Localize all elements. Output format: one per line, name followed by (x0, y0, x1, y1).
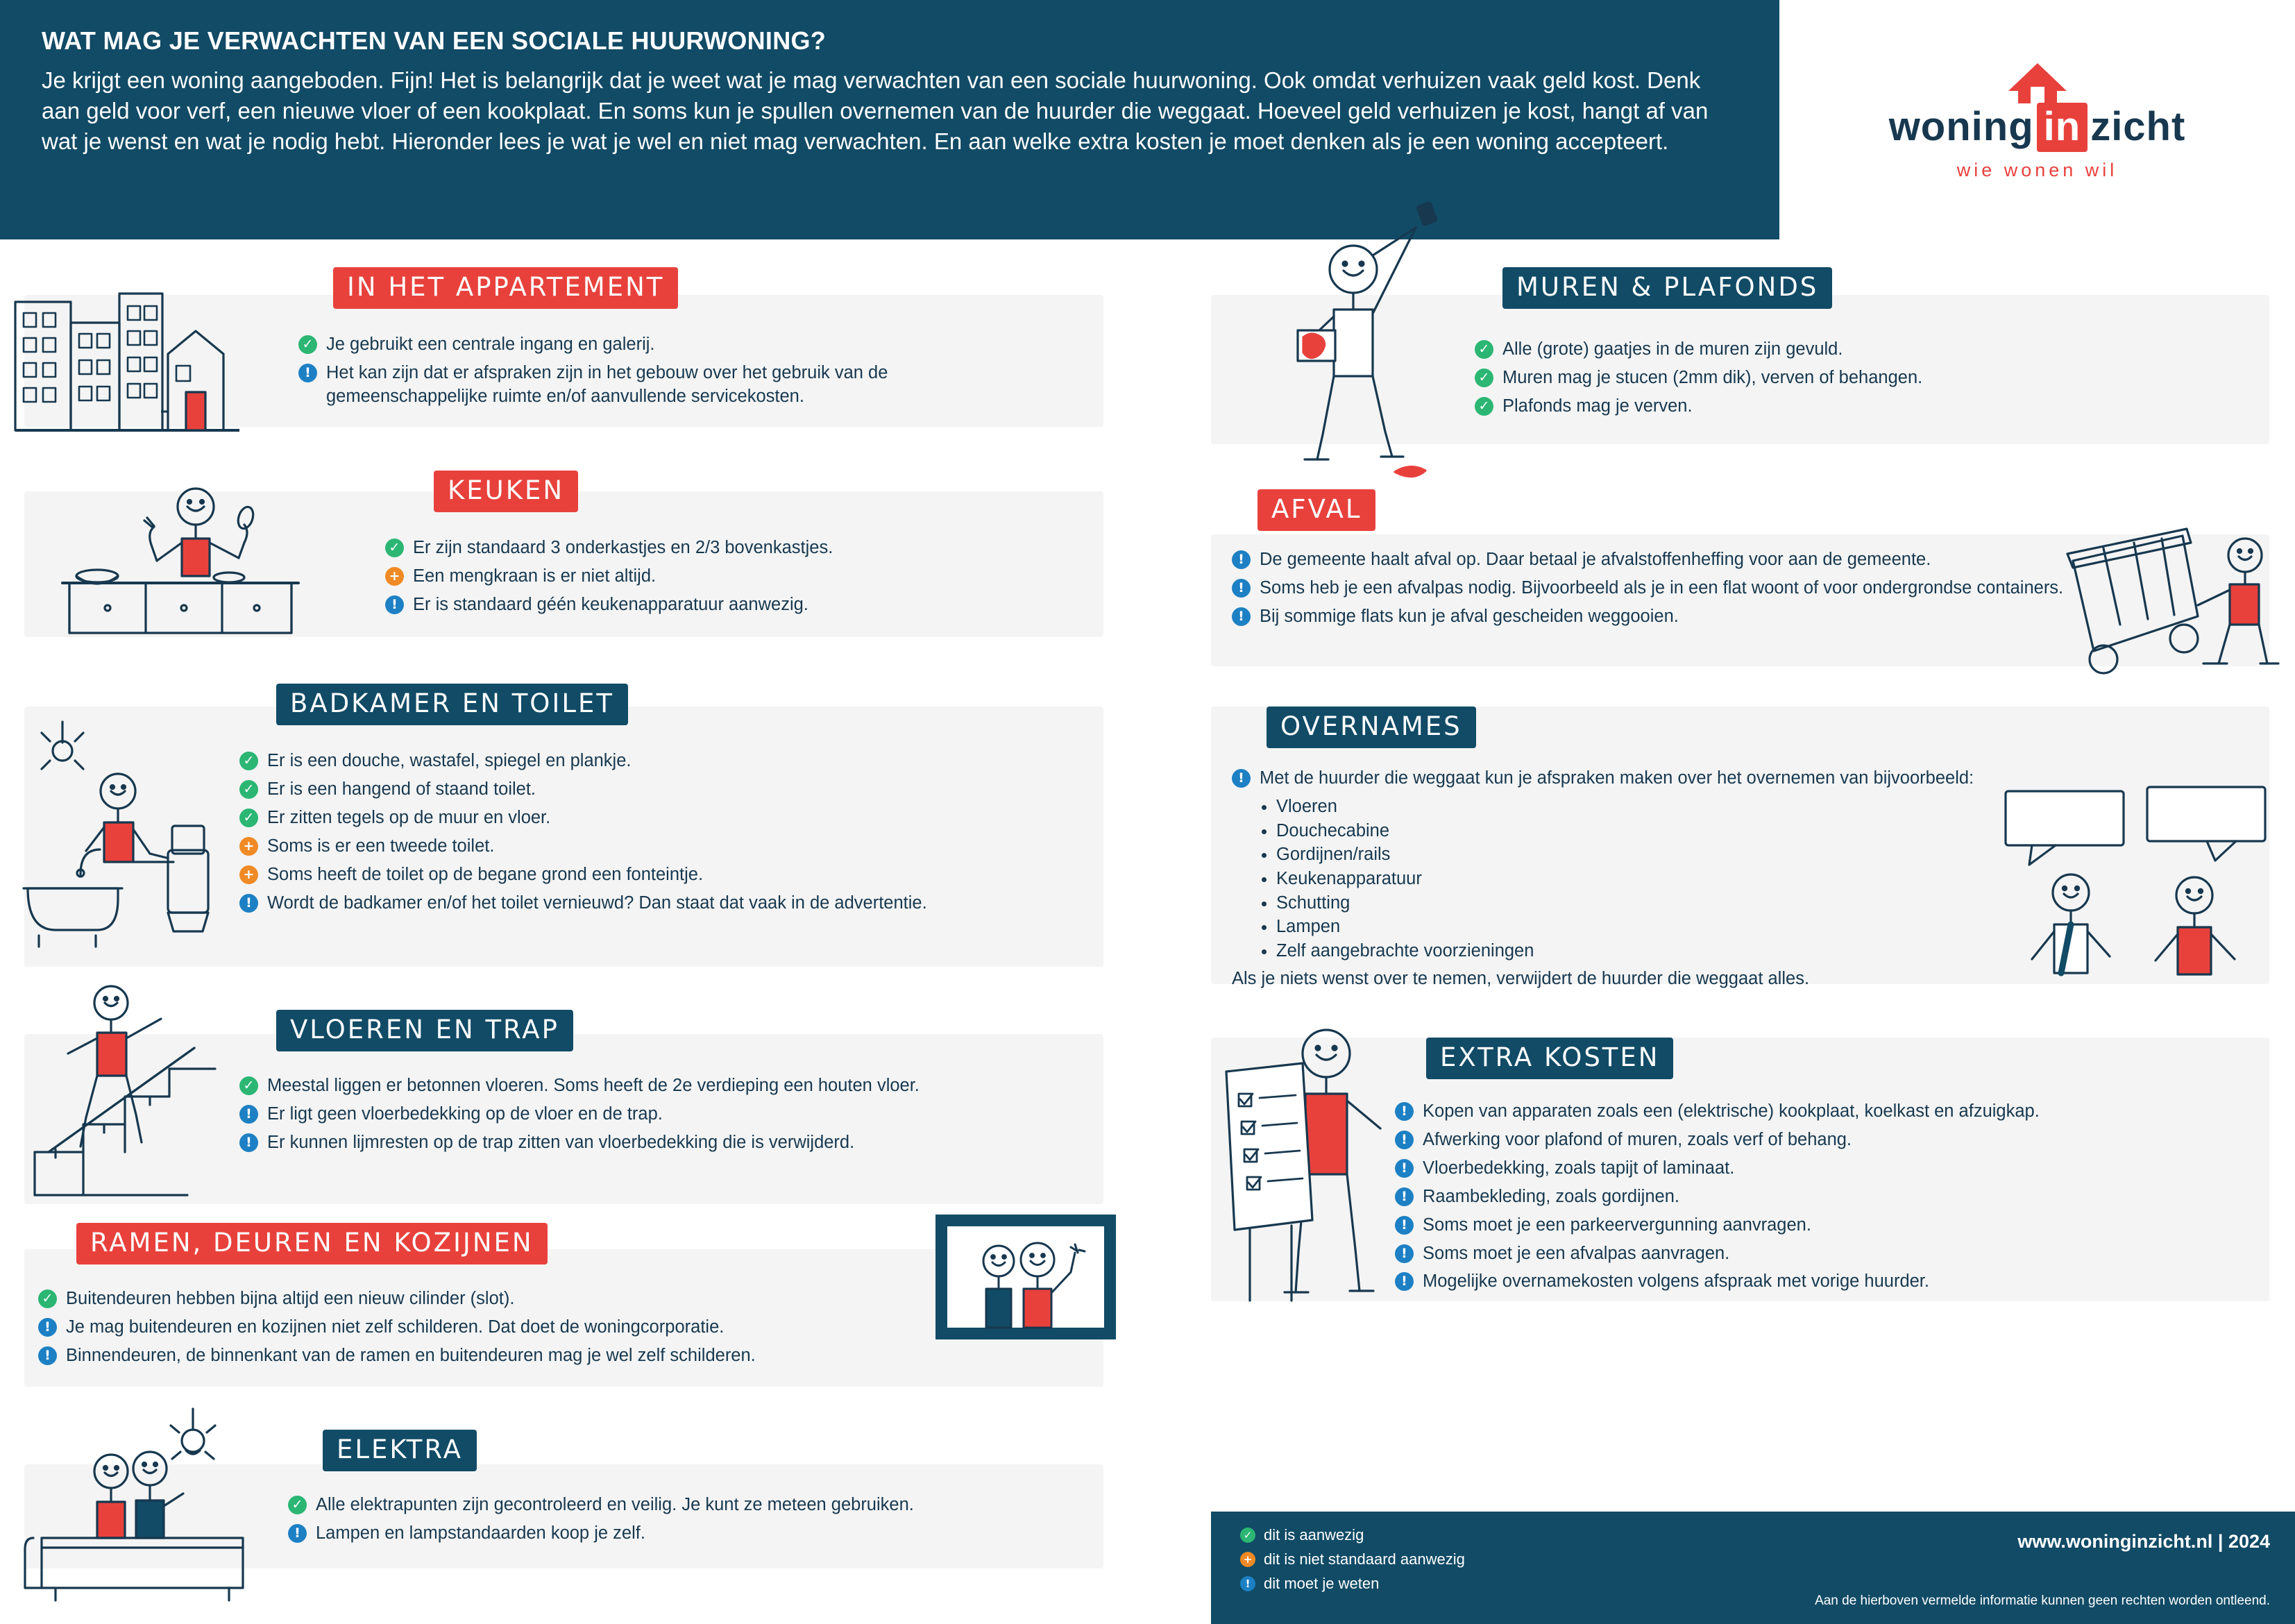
list-item-text: Soms heb je een afvalpas nodig. Bijvoorbeeld als je in een flat woont of voor ondergrondse containers. (1260, 577, 2064, 598)
section-items-afval (1232, 548, 2106, 634)
info-icon: ! (1395, 1159, 1414, 1178)
check-icon: ✓ (1475, 369, 1493, 387)
check-icon: ✓ (1475, 397, 1493, 416)
list-item (239, 863, 1024, 887)
section-items-overnames (1232, 767, 1981, 990)
info-icon: ! (1395, 1131, 1414, 1149)
list-item-text: Er is een hangend of staand toilet. (267, 779, 536, 799)
illustration-kitchen (21, 479, 319, 638)
illustration-electricity (14, 1402, 291, 1610)
section-items-ramen (38, 1287, 926, 1373)
list-item (1395, 1214, 2228, 1237)
check-icon: ✓ (239, 809, 258, 827)
section-items-elektra (288, 1494, 1079, 1550)
plus-icon: + (239, 865, 258, 884)
section-title-appartement: IN HET APPARTEMENT (333, 267, 678, 309)
legend-label: dit moet je weten (1264, 1575, 1380, 1593)
logo-tagline: wie wonen wil (1956, 159, 2118, 180)
list-item-text: Meestal liggen er betonnen vloeren. Soms heeft de 2e verdieping een houten vloer. (267, 1076, 920, 1095)
footer-website-link[interactable]: www.woninginzicht.nl | 2024 (2017, 1531, 2270, 1552)
list-item-text: Plafonds mag je verven. (1502, 396, 1693, 416)
list-item (1232, 577, 2106, 600)
logo (1795, 59, 2280, 181)
list-item (1395, 1157, 2228, 1181)
list-item (385, 536, 1031, 560)
info-icon: ! (1232, 550, 1251, 569)
footer-disclaimer: Aan de hierboven vermelde informatie kunnen geen rechten worden ontleend. (1815, 1593, 2270, 1608)
list-item (38, 1316, 926, 1339)
list-item (38, 1287, 926, 1311)
list-item (1395, 1270, 2228, 1294)
list-item (385, 565, 1031, 589)
list-item (239, 750, 1024, 773)
section-items-vloeren (239, 1074, 1058, 1160)
list-item-text: Afwerking voor plafond of muren, zoals verf of behang. (1423, 1129, 1852, 1149)
check-icon: ✓ (298, 335, 317, 354)
info-icon: ! (38, 1318, 57, 1337)
plus-icon: + (239, 837, 258, 856)
list-item-text: Kopen van apparaten zoals een (elektrische) kookplaat, koelkast en afzuigkap. (1423, 1101, 2040, 1121)
list-item (239, 1131, 1058, 1155)
bullet-item: • Schutting (1276, 892, 1981, 915)
list-item-text: Er is standaard géén keukenapparatuur aanwezig. (413, 594, 808, 614)
header-intro-text: Je krijgt een woning aangeboden. Fijn! Het is belangrijk dat je weet wat je mag verwachten van een sociale huurwoning. Ook omdat verhuizen vaak geld kost. Denk aan geld voor verf, een nieuwe vloer of een kookplaat. En soms kun je spullen overnemen van de huurder die weggaat. Hoeveel geld verhuizen je kost, hangt af van wat je wenst en wat je nodig hebt. Hieronder lees je wat je wel en niet mag verwachten. En aan welke extra kosten je moet denken als je een woning accepteert. (42, 67, 1709, 155)
list-item-text: Wordt de badkamer en/of het toilet vernieuwd? Dan staat dat vaak in de advertentie. (267, 893, 927, 913)
list-item (239, 806, 1024, 830)
illustration-apartment-building (7, 288, 243, 441)
list-item-text: Er kunnen lijmresten op de trap zitten van vloerbedekking die is verwijderd. (267, 1132, 855, 1152)
list-item (239, 1074, 1058, 1098)
logo-wordmark (1795, 103, 2280, 150)
plus-icon: + (385, 567, 404, 586)
check-icon: ✓ (1240, 1528, 1255, 1543)
list-item (239, 892, 1024, 915)
list-item (1232, 605, 2106, 629)
info-icon: ! (298, 364, 317, 382)
list-item (1395, 1100, 2228, 1124)
legend-label: dit is niet standaard aanwezig (1264, 1550, 1465, 1568)
list-item-text: Je mag buitendeuren en kozijnen niet zelf schilderen. Dat doet de woningcorporatie. (66, 1317, 725, 1337)
info-icon: ! (1395, 1102, 1414, 1121)
list-item (1395, 1128, 2228, 1152)
bullet-item: • Keukenapparatuur (1276, 868, 1981, 891)
info-icon: ! (1240, 1576, 1255, 1591)
list-item-text: Soms heeft de toilet op de begane grond een fonteintje. (267, 864, 704, 884)
list-item (288, 1522, 1079, 1546)
overnames-bullets (1232, 795, 1981, 963)
list-item-text: Lampen en lampstandaarden koop je zelf. (316, 1523, 645, 1543)
page-title: WAT MAG JE VERWACHTEN VAN EEN SOCIALE HUURWONING? (42, 26, 827, 55)
legend-item (1240, 1527, 1465, 1543)
bullet-item: • Douchecabine (1276, 820, 1981, 843)
list-item-text: Alle (grote) gaatjes in de muren zijn gevuld. (1502, 339, 1843, 359)
logo-word-zicht: zicht (2090, 103, 2186, 149)
list-item-text: Je gebruikt een centrale ingang en galerij. (326, 335, 655, 354)
plus-icon: + (1240, 1552, 1255, 1567)
logo-area (1779, 0, 2295, 239)
overnames-note: Als je niets wenst over te nemen, verwijdert de huurder die weggaat alles. (1232, 968, 1810, 988)
list-item-text: Vloerbedekking, zoals tapijt of laminaat. (1423, 1158, 1735, 1178)
list-item (239, 835, 1024, 858)
section-items-appartement (298, 333, 1034, 414)
info-icon: ! (288, 1524, 307, 1543)
illustration-stairs (14, 979, 243, 1208)
list-item-text: Binnendeuren, de binnenkant van de ramen en buitendeuren mag je wel zelf schilderen. (66, 1345, 756, 1365)
list-item (38, 1344, 926, 1368)
illustration-window (932, 1211, 1119, 1343)
logo-word-in: in (2037, 103, 2088, 152)
section-title-keuken: KEUKEN (434, 471, 578, 512)
list-item (239, 1103, 1058, 1126)
section-title-muren: MUREN & PLAFONDS (1502, 267, 1832, 309)
list-item (1232, 548, 2106, 572)
section-items-muren (1475, 338, 2224, 423)
illustration-bathroom (14, 715, 264, 961)
list-item (1475, 366, 2224, 390)
legend-item (1240, 1575, 1465, 1592)
bullet-item: • Vloeren (1276, 795, 1981, 819)
info-icon: ! (1232, 769, 1251, 788)
check-icon: ✓ (288, 1496, 307, 1514)
list-item (1475, 395, 2224, 418)
check-icon: ✓ (385, 539, 404, 557)
section-items-keuken (385, 536, 1031, 622)
check-icon: ✓ (239, 780, 258, 799)
bullet-item: • Zelf aangebrachte voorzieningen (1276, 940, 1981, 963)
list-item-text: Mogelijke overnamekosten volgens afspraak met vorige huurder. (1423, 1271, 1929, 1292)
info-icon: ! (239, 1133, 258, 1152)
list-item (288, 1494, 1079, 1517)
list-item-text: Soms is er een tweede toilet. (267, 836, 495, 856)
list-item-text: Met de huurder die weggaat kun je afspraken maken over het overnemen van bijvoorbeeld: (1260, 768, 1974, 788)
info-icon: ! (239, 894, 258, 913)
list-item-text: Alle elektrapunten zijn gecontroleerd en veilig. Je kunt ze meteen gebruiken. (316, 1495, 914, 1514)
list-item-text: De gemeente haalt afval op. Daar betaal je afvalstoffenheffing voor aan de gemeente. (1260, 550, 1931, 569)
list-item-text: Soms moet je een afvalpas aanvragen. (1423, 1243, 1730, 1263)
info-icon: ! (1395, 1216, 1414, 1235)
bullet-item: • Lampen (1276, 915, 1981, 939)
info-icon: ! (38, 1346, 57, 1365)
house-icon (1795, 59, 2280, 108)
list-item-text: Bij sommige flats kun je afval gescheiden weggooien. (1260, 606, 1679, 626)
info-icon: ! (1395, 1187, 1414, 1206)
list-item (298, 333, 1034, 357)
list-item (1395, 1185, 2228, 1209)
section-items-badkamer (239, 750, 1024, 920)
check-icon: ✓ (1475, 340, 1493, 359)
section-title-ramen: RAMEN, DEUREN EN KOZIJNEN (76, 1223, 548, 1264)
info-icon: ! (1232, 579, 1251, 598)
list-item (1395, 1242, 2228, 1266)
list-item-text: Raambekleding, zoals gordijnen. (1423, 1186, 1679, 1206)
info-icon: ! (1395, 1244, 1414, 1263)
info-icon: ! (1395, 1272, 1414, 1291)
info-icon: ! (385, 595, 404, 614)
section-title-badkamer: BADKAMER EN TOILET (276, 684, 628, 725)
list-item-text: Een mengkraan is er niet altijd. (413, 566, 657, 586)
list-item-text: Buitendeuren hebben bijna altijd een nieuw cilinder (slot). (66, 1289, 515, 1308)
section-title-elektra: ELEKTRA (323, 1430, 477, 1471)
list-item-text: Er zitten tegels op de muur en vloer. (267, 807, 551, 827)
list-item (298, 362, 1034, 409)
check-icon: ✓ (239, 1076, 258, 1095)
list-item-text: Soms moet je een parkeervergunning aanvragen. (1423, 1215, 1811, 1235)
section-title-overnames: OVERNAMES (1267, 707, 1476, 748)
illustration-two-people-talking (1999, 784, 2276, 986)
info-icon: ! (239, 1105, 258, 1124)
list-item-text: Het kan zijn dat er afspraken zijn in het gebouw over het gebruik van de gemeenschappelijke ruimte en/of aanvullende servicekosten. (326, 362, 888, 406)
list-item (385, 593, 1031, 617)
logo-word-woning: woning (1888, 103, 2034, 149)
legend (1240, 1527, 1465, 1600)
section-items-extra-kosten (1395, 1100, 2228, 1299)
section-title-vloeren: VLOEREN EN TRAP (276, 1010, 573, 1051)
check-icon: ✓ (239, 752, 258, 770)
list-item-text: Er zijn standaard 3 onderkastjes en 2/3 bovenkastjes. (413, 538, 833, 557)
list-item-text: Er ligt geen vloerbedekking op de vloer en de trap. (267, 1103, 663, 1124)
legend-item (1240, 1551, 1465, 1568)
bullet-item: • Gordijnen/rails (1276, 843, 1981, 867)
footer-bar (1211, 1512, 2295, 1624)
list-item-text: Er is een douche, wastafel, spiegel en plankje. (267, 751, 632, 770)
list-item (1475, 338, 2224, 362)
info-icon: ! (1232, 607, 1251, 626)
list-item (239, 778, 1024, 802)
section-title-afval: AFVAL (1257, 489, 1375, 531)
check-icon: ✓ (38, 1289, 57, 1308)
section-title-extra-kosten: EXTRA KOSTEN (1426, 1038, 1673, 1079)
list-item (1232, 767, 1981, 790)
legend-label: dit is aanwezig (1264, 1526, 1364, 1543)
list-item-text: Muren mag je stucen (2mm dik), verven of behangen. (1502, 367, 1923, 387)
